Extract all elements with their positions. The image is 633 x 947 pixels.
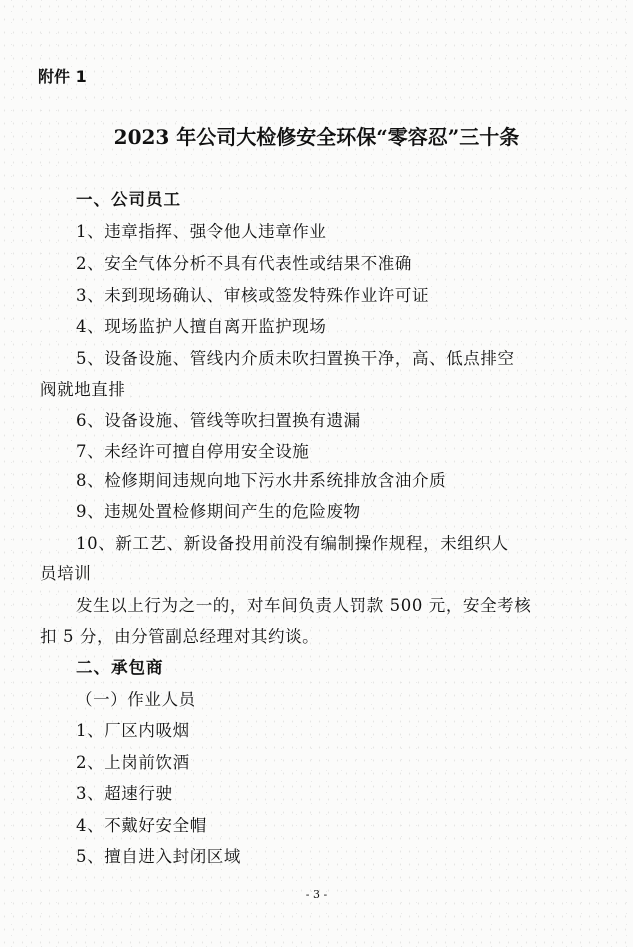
subsection-heading: （一）作业人员 [76, 690, 196, 709]
penalty-paragraph: 发生以上行为之一的，对车间负责人罚款 500 元，安全考核 [76, 596, 532, 615]
rule-item: 3、超速行驶 [76, 784, 173, 803]
rule-item: 4、不戴好安全帽 [76, 816, 207, 835]
rule-item: 5、擅自进入封闭区域 [76, 847, 241, 866]
rule-item-continuation: 员培训 [40, 564, 92, 583]
rule-item: 9、违规处置检修期间产生的危险废物 [76, 502, 361, 521]
rule-item: 10、新工艺、新设备投用前没有编制操作规程，未组织人 [76, 534, 509, 553]
penalty-paragraph-continuation: 扣 5 分，由分管副总经理对其约谈。 [40, 627, 320, 646]
rule-item: 8、检修期间违规向地下污水井系统排放含油介质 [76, 471, 447, 490]
page-number: - 3 - [305, 888, 328, 901]
section-heading-staff: 一、公司员工 [76, 190, 181, 209]
rule-item: 4、现场监护人擅自离开监护现场 [76, 317, 327, 336]
rule-item-continuation: 阀就地直排 [40, 380, 126, 399]
rule-item: 1、违章指挥、强令他人违章作业 [76, 222, 327, 241]
rule-item: 5、设备设施、管线内介质未吹扫置换干净，高、低点排空 [76, 349, 515, 368]
rule-item: 7、未经许可擅自停用安全设施 [76, 442, 310, 461]
rule-item: 6、设备设施、管线等吹扫置换有遗漏 [76, 411, 361, 430]
rule-item: 3、未到现场确认、审核或签发特殊作业许可证 [76, 286, 430, 305]
rule-item: 2、安全气体分析不具有代表性或结果不准确 [76, 254, 412, 273]
rule-item: 1、厂区内吸烟 [76, 721, 190, 740]
document-title: 2023 年公司大检修安全环保“零容忍”三十条 [113, 125, 520, 149]
section-heading-contractor: 二、承包商 [76, 658, 164, 677]
rule-item: 2、上岗前饮酒 [76, 753, 190, 772]
attachment-label: 附件 1 [38, 67, 87, 86]
